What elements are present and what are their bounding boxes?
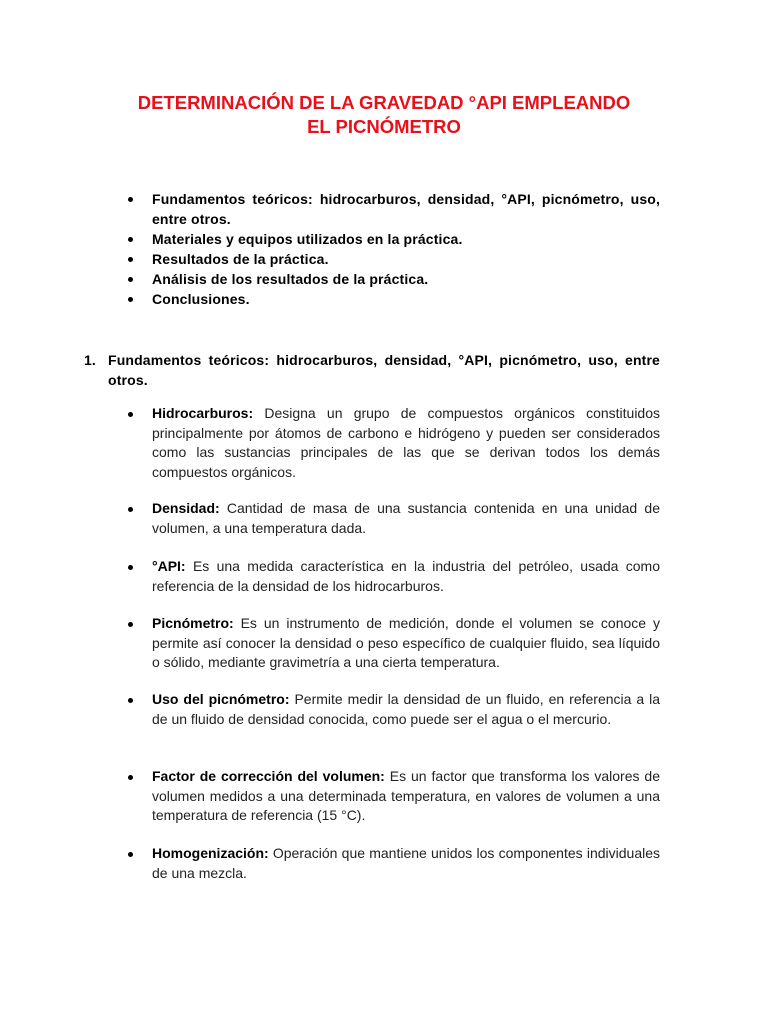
definition-item xyxy=(0,767,660,826)
title-line-2: EL PICNÓMETRO xyxy=(307,116,461,137)
definition-term: Uso del picnómetro: xyxy=(152,691,295,707)
bullet-icon xyxy=(128,257,133,262)
document-title xyxy=(60,91,708,139)
bullet-icon xyxy=(128,412,133,417)
definition-term: Densidad: xyxy=(152,500,227,516)
definition-description: Operación que mantiene unidos los componentes individuales de una mezcla. xyxy=(152,845,660,881)
overview-item xyxy=(0,289,660,309)
definition-description: Es un factor que transforma los valores de volumen medidos a una determinada temperatura, en valores de volumen a una temperatura de referencia (15 °C). xyxy=(152,768,660,823)
overview-item xyxy=(0,249,660,269)
definition-description: Cantidad de masa de una sustancia contenida en una unidad de volumen, a una temperatura dada. xyxy=(152,500,660,536)
section-heading xyxy=(84,350,660,390)
section-number: 1. xyxy=(84,352,96,368)
bullet-icon xyxy=(128,507,133,512)
overview-item-text: Conclusiones. xyxy=(152,291,250,307)
bullet-icon xyxy=(128,852,133,857)
definition-term: Hidrocarburos: xyxy=(152,405,265,421)
definition-item xyxy=(0,557,660,596)
definition-term: Homogenización: xyxy=(152,845,273,861)
overview-item xyxy=(0,269,660,289)
title-line-1: DETERMINACIÓN DE LA GRAVEDAD °API EMPLEANDO xyxy=(137,92,631,113)
bullet-icon xyxy=(128,197,133,202)
definition-item xyxy=(0,690,660,729)
bullet-icon xyxy=(128,622,133,627)
bullet-icon xyxy=(128,297,133,302)
overview-item-text: Análisis de los resultados de la práctica. xyxy=(152,271,429,287)
definition-description: Permite medir la densidad de un fluido, en referencia a la de un fluido de densidad conocida, como puede ser el agua o el mercurio. xyxy=(152,691,661,727)
overview-item-text: Materiales y equipos utilizados en la práctica. xyxy=(152,231,463,247)
overview-item xyxy=(0,229,660,249)
definition-item xyxy=(0,499,660,538)
section-heading-text: Fundamentos teóricos: hidrocarburos, densidad, °API, picnómetro, uso, entre otros. xyxy=(108,352,660,388)
definition-term: °API: xyxy=(152,558,193,574)
definition-description: Es una medida característica en la industria del petróleo, usada como referencia de la densidad de los hidrocarburos. xyxy=(152,558,660,594)
overview-item xyxy=(0,189,660,229)
overview-item-text: Fundamentos teóricos: hidrocarburos, densidad, °API, picnómetro, uso, entre otros. xyxy=(152,191,660,227)
definition-item xyxy=(0,404,660,482)
definition-item xyxy=(0,844,660,883)
bullet-icon xyxy=(128,277,133,282)
overview-list xyxy=(0,189,768,309)
definition-description: Es un instrumento de medición, donde el volumen se conoce y permite así conocer la densidad o peso específico de cualquier fluido, sea líquido o sólido, mediante gravimetría a una cierta temperatura. xyxy=(152,615,660,670)
definition-term: Factor de corrección del volumen: xyxy=(152,768,390,784)
bullet-icon xyxy=(128,775,133,780)
definition-item xyxy=(0,614,660,673)
definition-term: Picnómetro: xyxy=(152,615,241,631)
overview-item-text: Resultados de la práctica. xyxy=(152,251,329,267)
definition-description: Designa un grupo de compuestos orgánicos constituidos principalmente por átomos de carbono e hidrógeno y pueden ser considerados como las sustancias principales de las que se derivan todos los demás compuestos orgánicos. xyxy=(152,405,661,480)
bullet-icon xyxy=(128,698,133,703)
bullet-icon xyxy=(128,237,133,242)
bullet-icon xyxy=(128,565,133,570)
